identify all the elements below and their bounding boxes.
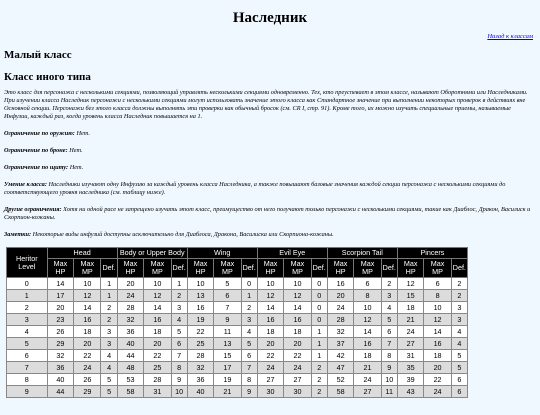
table-row — [7, 290, 468, 302]
table-cell: 1 — [311, 350, 327, 362]
sub-header: Max MP — [424, 259, 451, 278]
group-header: Head — [47, 248, 117, 259]
table-row — [7, 302, 468, 314]
table-cell: 0 — [7, 278, 48, 290]
table-cell: 2 — [311, 362, 327, 374]
table-cell: 28 — [117, 302, 144, 314]
table-cell: 27 — [284, 374, 311, 386]
notes: Заметки: Некоторые виды инфузий доступны исключительно для Диаблоса, Дракона, Василиска или Скорпиона-кожаны. — [4, 231, 334, 238]
table-cell: 10 — [284, 278, 311, 290]
table-row — [7, 278, 468, 290]
table-cell: 1 — [101, 278, 117, 290]
table-cell: 30 — [257, 386, 284, 398]
table-cell: 20 — [47, 302, 74, 314]
table-cell: 22 — [74, 350, 101, 362]
group-header: Scorpion Tail — [327, 248, 397, 259]
table-cell: 13 — [214, 338, 241, 350]
table-cell: 18 — [397, 302, 424, 314]
group-header: Evil Eye — [257, 248, 327, 259]
table-cell: 15 — [397, 290, 424, 302]
table-cell: 21 — [354, 362, 381, 374]
table-cell: 11 — [214, 326, 241, 338]
table-row — [7, 362, 468, 374]
table-cell: 16 — [74, 314, 101, 326]
section-heading-minor-class: Малый класс — [4, 49, 72, 61]
table-cell: 0 — [311, 302, 327, 314]
armor-restriction: Ограничение по броне: Нет. — [4, 147, 83, 154]
table-cell: 27 — [257, 374, 284, 386]
table-cell: 3 — [171, 302, 187, 314]
back-to-classes-link[interactable]: Назад к классам — [487, 33, 533, 40]
table-cell: 36 — [47, 362, 74, 374]
table-cell: 0 — [311, 314, 327, 326]
table-cell: 47 — [327, 362, 354, 374]
table-cell: 1 — [7, 290, 48, 302]
table-cell: 6 — [381, 326, 397, 338]
table-cell: 24 — [424, 386, 451, 398]
table-cell: 0 — [241, 278, 257, 290]
table-cell: 24 — [284, 362, 311, 374]
table-cell: 6 — [214, 290, 241, 302]
table-cell: 9 — [241, 386, 257, 398]
table-row — [7, 326, 468, 338]
table-cell: 14 — [424, 326, 451, 338]
class-skills: Умение класса: Наследники изучают одну Инфузию за каждый уровень класса Наследника, а также повышают базовые значения каждой секции персонажа с несколькими секциями до соответствующего уровня наследника (см. таблицу ниже). — [4, 181, 506, 196]
table-row — [7, 314, 468, 326]
table-cell: 1 — [101, 290, 117, 302]
table-cell: 5 — [381, 314, 397, 326]
table-cell: 7 — [214, 302, 241, 314]
table-cell: 23 — [47, 314, 74, 326]
table-cell: 9 — [171, 374, 187, 386]
sub-header: Max MP — [144, 259, 171, 278]
table-cell: 5 — [214, 278, 241, 290]
table-cell: 22 — [257, 350, 284, 362]
table-cell: 1 — [311, 338, 327, 350]
sub-header: Max HP — [397, 259, 424, 278]
table-cell: 58 — [117, 386, 144, 398]
table-cell: 40 — [187, 386, 214, 398]
table-cell: 18 — [284, 326, 311, 338]
table-cell: 10 — [74, 278, 101, 290]
table-cell: 9 — [7, 386, 48, 398]
table-cell: 36 — [117, 326, 144, 338]
table-cell: 20 — [257, 338, 284, 350]
table-cell: 17 — [47, 290, 74, 302]
table-cell: 14 — [144, 302, 171, 314]
table-cell: 2 — [381, 278, 397, 290]
table-cell: 0 — [311, 278, 327, 290]
table-cell: 4 — [7, 326, 48, 338]
table-cell: 5 — [101, 374, 117, 386]
table-cell: 48 — [117, 362, 144, 374]
table-cell: 9 — [214, 314, 241, 326]
table-cell: 16 — [144, 314, 171, 326]
group-header: Wing — [187, 248, 257, 259]
table-cell: 12 — [284, 290, 311, 302]
sub-header: Def. — [451, 259, 467, 278]
table-cell: 42 — [327, 350, 354, 362]
table-row — [7, 386, 468, 398]
sub-header: Def. — [381, 259, 397, 278]
sub-header: Max MP — [284, 259, 311, 278]
sub-header: Def. — [101, 259, 117, 278]
table-cell: 18 — [74, 326, 101, 338]
table-cell: 10 — [144, 278, 171, 290]
table-sub-header-row — [7, 259, 468, 278]
table-cell: 10 — [381, 374, 397, 386]
table-cell: 1 — [241, 290, 257, 302]
table-cell: 10 — [171, 386, 187, 398]
table-cell: 5 — [451, 362, 467, 374]
table-cell: 16 — [327, 278, 354, 290]
table-cell: 32 — [117, 314, 144, 326]
table-cell: 3 — [451, 302, 467, 314]
table-cell: 8 — [424, 290, 451, 302]
table-cell: 44 — [117, 350, 144, 362]
table-cell: 31 — [397, 350, 424, 362]
table-cell: 14 — [47, 278, 74, 290]
table-cell: 40 — [117, 338, 144, 350]
weapon-restriction: Ограничение по оружию: Нет. — [4, 130, 90, 137]
table-row — [7, 338, 468, 350]
table-cell: 24 — [117, 290, 144, 302]
table-cell: 2 — [171, 290, 187, 302]
table-cell: 3 — [451, 314, 467, 326]
table-cell: 5 — [451, 350, 467, 362]
shield-restriction: Ограничение по щиту: Нет. — [4, 164, 84, 171]
sub-header: Def. — [241, 259, 257, 278]
table-row — [7, 374, 468, 386]
table-cell: 22 — [424, 374, 451, 386]
table-body — [7, 278, 468, 398]
class-description: Это класс для персонажа с несколькими секциями, позволяющий управлять несколькими секциями одновременно. Тех, кто преуспевает в этом классе, называют Оборотнями или Наследниками. При изучении класса Наследник персонажи с несколькими секциями могут использовать значение этого класса как Стандартное значение при выполнении некоторых проверок в действиях вне Основной секции. Персонажи без этого класса должны выполнять эти проверки как обычный бросок (см. CR I, стр. 91). Кроме того, их можно изучить специальные приемы, называемые Инфузии, каждый раз, когда уровень класса Наследник повышается на 1. — [4, 89, 528, 120]
table-cell: 16 — [257, 314, 284, 326]
table-cell: 12 — [354, 314, 381, 326]
table-cell: 3 — [7, 314, 48, 326]
table-cell: 16 — [424, 338, 451, 350]
table-cell: 4 — [241, 326, 257, 338]
table-cell: 43 — [397, 386, 424, 398]
table-cell: 6 — [171, 338, 187, 350]
table-cell: 20 — [74, 338, 101, 350]
table-cell: 12 — [74, 290, 101, 302]
table-cell: 22 — [187, 326, 214, 338]
table-cell: 10 — [257, 278, 284, 290]
table-cell: 10 — [354, 302, 381, 314]
table-cell: 22 — [284, 350, 311, 362]
heritor-table — [6, 247, 468, 398]
sub-header: Max HP — [47, 259, 74, 278]
table-cell: 2 — [311, 374, 327, 386]
table-cell: 27 — [397, 338, 424, 350]
table-cell: 21 — [214, 386, 241, 398]
table-cell: 18 — [144, 326, 171, 338]
table-cell: 0 — [311, 290, 327, 302]
table-cell: 1 — [311, 326, 327, 338]
table-cell: 26 — [47, 326, 74, 338]
table-cell: 14 — [354, 326, 381, 338]
table-cell: 2 — [101, 302, 117, 314]
table-cell: 32 — [47, 350, 74, 362]
section-heading-other-type: Класс иного типа — [4, 71, 91, 83]
table-cell: 6 — [354, 278, 381, 290]
table-cell: 39 — [397, 374, 424, 386]
table-cell: 5 — [7, 338, 48, 350]
table-cell: 31 — [144, 386, 171, 398]
table-cell: 25 — [144, 362, 171, 374]
table-cell: 5 — [241, 338, 257, 350]
table-cell: 3 — [241, 314, 257, 326]
table-cell: 20 — [117, 278, 144, 290]
table-cell: 20 — [144, 338, 171, 350]
table-cell: 16 — [187, 302, 214, 314]
table-cell: 26 — [74, 374, 101, 386]
table-cell: 37 — [327, 338, 354, 350]
table-cell: 24 — [354, 374, 381, 386]
table-cell: 4 — [101, 350, 117, 362]
table-cell: 3 — [381, 290, 397, 302]
table-cell: 11 — [381, 386, 397, 398]
table-cell: 14 — [257, 302, 284, 314]
table-cell: 10 — [424, 302, 451, 314]
table-cell: 4 — [101, 362, 117, 374]
table-cell: 44 — [47, 386, 74, 398]
table-cell: 5 — [101, 386, 117, 398]
table-cell: 40 — [47, 374, 74, 386]
table-cell: 8 — [354, 290, 381, 302]
table-cell: 7 — [171, 350, 187, 362]
table-cell: 2 — [7, 302, 48, 314]
table-cell: 12 — [144, 290, 171, 302]
table-cell: 22 — [144, 350, 171, 362]
table-cell: 29 — [47, 338, 74, 350]
table-cell: 28 — [327, 314, 354, 326]
table-cell: 10 — [187, 278, 214, 290]
table-cell: 7 — [241, 362, 257, 374]
table-cell: 17 — [214, 362, 241, 374]
table-cell: 28 — [187, 350, 214, 362]
table-cell: 4 — [171, 314, 187, 326]
table-cell: 4 — [451, 338, 467, 350]
table-cell: 6 — [451, 374, 467, 386]
group-header: Pincers — [397, 248, 467, 259]
table-group-header-row — [7, 248, 468, 259]
table-cell: 2 — [101, 314, 117, 326]
table-cell: 25 — [187, 338, 214, 350]
table-cell: 4 — [381, 302, 397, 314]
group-header: Body or Upper Body — [117, 248, 187, 259]
back-link-container — [4, 33, 533, 40]
table-cell: 28 — [144, 374, 171, 386]
table-cell: 6 — [7, 350, 48, 362]
table-cell: 4 — [451, 326, 467, 338]
table-cell: 2 — [451, 278, 467, 290]
table-cell: 2 — [451, 290, 467, 302]
table-cell: 24 — [74, 362, 101, 374]
table-cell: 2 — [311, 386, 327, 398]
table-cell: 32 — [187, 362, 214, 374]
table-cell: 3 — [101, 326, 117, 338]
table-cell: 12 — [257, 290, 284, 302]
table-cell: 36 — [187, 374, 214, 386]
table-cell: 12 — [424, 314, 451, 326]
sub-header: Max HP — [327, 259, 354, 278]
table-cell: 1 — [171, 278, 187, 290]
table-cell: 30 — [284, 386, 311, 398]
sub-header: Max HP — [187, 259, 214, 278]
table-cell: 20 — [424, 362, 451, 374]
table-cell: 7 — [381, 338, 397, 350]
table-cell: 21 — [397, 314, 424, 326]
sub-header: Def. — [311, 259, 327, 278]
heritor-level-header: Heritor Level — [7, 248, 48, 278]
page-title: Наследник — [232, 10, 308, 26]
table-cell: 12 — [397, 278, 424, 290]
table-cell: 14 — [74, 302, 101, 314]
sub-header: Def. — [171, 259, 187, 278]
table-cell: 19 — [214, 374, 241, 386]
table-cell: 19 — [187, 314, 214, 326]
table-cell: 20 — [327, 290, 354, 302]
table-cell: 35 — [397, 362, 424, 374]
sub-header: Max MP — [354, 259, 381, 278]
table-cell: 18 — [257, 326, 284, 338]
table-cell: 3 — [101, 338, 117, 350]
sub-header: Max MP — [214, 259, 241, 278]
table-cell: 7 — [7, 362, 48, 374]
sub-header: Max HP — [257, 259, 284, 278]
table-cell: 16 — [354, 338, 381, 350]
sub-header: Max HP — [117, 259, 144, 278]
table-cell: 24 — [397, 326, 424, 338]
table-cell: 14 — [284, 302, 311, 314]
table-cell: 27 — [354, 386, 381, 398]
other-restrictions: Другие ограничения: Хотя ни одной расе не запрещено изучать этот класс, преимущество от него получают только персонажи с несколькими секциями, такие как Диаблос, Дракон, Василиск и Скорпион-кожаны. — [4, 206, 531, 221]
table-cell: 29 — [74, 386, 101, 398]
table-cell: 5 — [171, 326, 187, 338]
table-row — [7, 350, 468, 362]
table-cell: 8 — [7, 374, 48, 386]
table-cell: 8 — [171, 362, 187, 374]
sub-header: Max MP — [74, 259, 101, 278]
table-cell: 2 — [241, 302, 257, 314]
page — [0, 10, 540, 398]
table-cell: 58 — [327, 386, 354, 398]
table-cell: 20 — [284, 338, 311, 350]
table-cell: 52 — [327, 374, 354, 386]
table-cell: 13 — [187, 290, 214, 302]
table-cell: 8 — [241, 374, 257, 386]
table-cell: 6 — [241, 350, 257, 362]
table-cell: 24 — [257, 362, 284, 374]
table-cell: 24 — [327, 302, 354, 314]
table-cell: 32 — [327, 326, 354, 338]
table-cell: 16 — [284, 314, 311, 326]
table-cell: 8 — [381, 350, 397, 362]
table-cell: 18 — [424, 350, 451, 362]
table-cell: 18 — [354, 350, 381, 362]
table-cell: 15 — [214, 350, 241, 362]
table-cell: 6 — [451, 386, 467, 398]
table-cell: 9 — [381, 362, 397, 374]
table-cell: 53 — [117, 374, 144, 386]
table-cell: 6 — [424, 278, 451, 290]
